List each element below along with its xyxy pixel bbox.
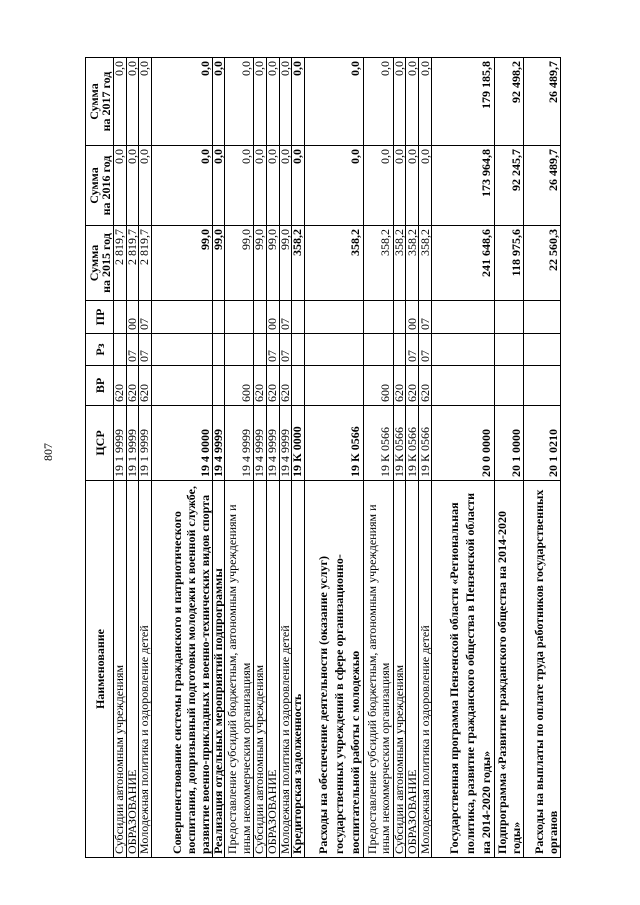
cell-name: Молодежная политика и оздоровление детей bbox=[279, 481, 292, 858]
cell-sum-2015: 358,2 bbox=[393, 226, 406, 301]
cell-sum-2015: 22 560,3 bbox=[524, 226, 561, 301]
cell-pr bbox=[495, 301, 524, 334]
header-sum-2017 bbox=[86, 58, 114, 146]
cell-pr bbox=[151, 301, 212, 334]
cell-name: Субсидии автономным учреждениям bbox=[254, 481, 267, 858]
cell-rz bbox=[524, 334, 561, 366]
cell-rz bbox=[393, 334, 406, 366]
table-row bbox=[212, 58, 225, 858]
cell-name: Государственная программа Пензенской области «Региональная политика, развитие гражданского общества в Пензенской области на 2014-2020 годы» bbox=[432, 481, 495, 858]
cell-rz: 07 bbox=[126, 334, 139, 366]
cell-pr: 07 bbox=[139, 301, 152, 334]
cell-csr: 20 0 0000 bbox=[432, 406, 495, 481]
table-row bbox=[432, 58, 495, 858]
cell-sum-2016: 0,0 bbox=[151, 146, 212, 226]
cell-vr: 620 bbox=[279, 366, 292, 406]
table-row bbox=[363, 58, 393, 858]
cell-name: Кредиторская задолженность bbox=[292, 481, 305, 858]
cell-vr: 620 bbox=[139, 366, 152, 406]
cell-sum-2017: 0,0 bbox=[225, 58, 254, 146]
cell-sum-2016: 0,0 bbox=[266, 146, 279, 226]
header-name: Наименование bbox=[86, 481, 114, 858]
cell-name: Реализация отдельных мероприятий подпрограммы bbox=[212, 481, 225, 858]
table-row bbox=[419, 58, 432, 858]
cell-name: Субсидии автономным учреждениям bbox=[114, 481, 127, 858]
cell-rz bbox=[363, 334, 393, 366]
cell-sum-2017: 0,0 bbox=[419, 58, 432, 146]
cell-sum-2016: 0,0 bbox=[304, 146, 363, 226]
header-sum-2017-line1: Сумма bbox=[86, 83, 101, 120]
header-row bbox=[86, 58, 114, 858]
cell-vr: 620 bbox=[393, 366, 406, 406]
cell-sum-2015: 99,0 bbox=[212, 226, 225, 301]
header-sum-2016 bbox=[86, 146, 114, 226]
cell-vr: 600 bbox=[363, 366, 393, 406]
cell-sum-2017: 0,0 bbox=[266, 58, 279, 146]
cell-sum-2016: 92 245,7 bbox=[495, 146, 524, 226]
cell-sum-2015: 358,2 bbox=[363, 226, 393, 301]
header-sum-2017-line2: на 2017 год bbox=[98, 71, 113, 132]
cell-vr: 620 bbox=[254, 366, 267, 406]
header-pr: ПР bbox=[86, 301, 114, 334]
cell-sum-2016: 0,0 bbox=[419, 146, 432, 226]
cell-csr: 19 К 0566 bbox=[304, 406, 363, 481]
cell-pr bbox=[225, 301, 254, 334]
header-vr: ВР bbox=[86, 366, 114, 406]
table-row bbox=[139, 58, 152, 858]
cell-pr bbox=[212, 301, 225, 334]
cell-csr: 19 К 0566 bbox=[419, 406, 432, 481]
cell-sum-2015: 2 819,7 bbox=[126, 226, 139, 301]
cell-sum-2016: 0,0 bbox=[393, 146, 406, 226]
cell-rz bbox=[495, 334, 524, 366]
cell-rz: 07 bbox=[279, 334, 292, 366]
cell-sum-2017: 92 498,2 bbox=[495, 58, 524, 146]
cell-vr: 620 bbox=[406, 366, 419, 406]
cell-sum-2015: 99,0 bbox=[225, 226, 254, 301]
table-row bbox=[225, 58, 254, 858]
cell-csr: 19 4 9999 bbox=[266, 406, 279, 481]
cell-sum-2017: 0,0 bbox=[304, 58, 363, 146]
cell-rz bbox=[225, 334, 254, 366]
cell-vr bbox=[151, 366, 212, 406]
cell-sum-2015: 99,0 bbox=[279, 226, 292, 301]
cell-sum-2017: 0,0 bbox=[279, 58, 292, 146]
cell-sum-2016: 0,0 bbox=[139, 146, 152, 226]
cell-name: Предоставление субсидий бюджетным, автономным учреждениям и иным некоммерческим организациям bbox=[225, 481, 254, 858]
cell-sum-2015: 241 648,6 bbox=[432, 226, 495, 301]
cell-sum-2017: 0,0 bbox=[212, 58, 225, 146]
cell-sum-2017: 0,0 bbox=[393, 58, 406, 146]
header-csr: ЦСР bbox=[86, 406, 114, 481]
cell-pr: 00 bbox=[406, 301, 419, 334]
cell-vr bbox=[304, 366, 363, 406]
cell-pr bbox=[524, 301, 561, 334]
cell-sum-2015: 358,2 bbox=[419, 226, 432, 301]
cell-name: Расходы на обеспечение деятельности (оказание услуг) государственных учреждений в сфере организационно-воспитательной работы с молодежью bbox=[304, 481, 363, 858]
header-sum-2015-line2: на 2015 год bbox=[98, 233, 113, 293]
cell-pr bbox=[432, 301, 495, 334]
table-body bbox=[114, 58, 561, 858]
cell-sum-2016: 0,0 bbox=[114, 146, 127, 226]
cell-pr bbox=[292, 301, 305, 334]
cell-vr bbox=[292, 366, 305, 406]
table-row bbox=[406, 58, 419, 858]
cell-vr: 620 bbox=[114, 366, 127, 406]
cell-pr: 07 bbox=[419, 301, 432, 334]
cell-csr: 19 4 0000 bbox=[151, 406, 212, 481]
cell-sum-2017: 0,0 bbox=[151, 58, 212, 146]
cell-rz bbox=[212, 334, 225, 366]
cell-sum-2017: 179 185,8 bbox=[432, 58, 495, 146]
cell-name: Расходы на выплаты по оплате труда работников государственных органов bbox=[524, 481, 561, 858]
cell-sum-2017: 0,0 bbox=[292, 58, 305, 146]
cell-vr bbox=[524, 366, 561, 406]
cell-vr: 620 bbox=[266, 366, 279, 406]
cell-sum-2017: 0,0 bbox=[363, 58, 393, 146]
cell-name: ОБРАЗОВАНИЕ bbox=[266, 481, 279, 858]
cell-rz bbox=[432, 334, 495, 366]
cell-csr: 20 1 0000 bbox=[495, 406, 524, 481]
cell-sum-2016: 173 964,8 bbox=[432, 146, 495, 226]
cell-sum-2016: 0,0 bbox=[363, 146, 393, 226]
cell-sum-2016: 0,0 bbox=[225, 146, 254, 226]
cell-csr: 19 1 9999 bbox=[139, 406, 152, 481]
table-row bbox=[151, 58, 212, 858]
cell-pr bbox=[304, 301, 363, 334]
cell-sum-2015: 118 975,6 bbox=[495, 226, 524, 301]
cell-rz bbox=[292, 334, 305, 366]
cell-rz: 07 bbox=[139, 334, 152, 366]
cell-name: Молодежная политика и оздоровление детей bbox=[419, 481, 432, 858]
cell-vr bbox=[212, 366, 225, 406]
cell-rz: 07 bbox=[406, 334, 419, 366]
cell-sum-2017: 0,0 bbox=[406, 58, 419, 146]
cell-name: Субсидии автономным учреждениям bbox=[393, 481, 406, 858]
cell-name: ОБРАЗОВАНИЕ bbox=[406, 481, 419, 858]
cell-sum-2016: 0,0 bbox=[254, 146, 267, 226]
cell-sum-2015: 2 819,7 bbox=[139, 226, 152, 301]
table-row bbox=[524, 58, 561, 858]
cell-sum-2015: 358,2 bbox=[292, 226, 305, 301]
cell-sum-2015: 99,0 bbox=[151, 226, 212, 301]
cell-vr: 620 bbox=[419, 366, 432, 406]
cell-name: Совершенствование системы гражданского и патриотического воспитания, допризывный подготовки молодежи к военной службе, развитие военно-прикладных и военно-технических видов спорта bbox=[151, 481, 212, 858]
cell-sum-2015: 99,0 bbox=[266, 226, 279, 301]
cell-pr bbox=[363, 301, 393, 334]
cell-csr: 19 1 9999 bbox=[114, 406, 127, 481]
cell-vr: 600 bbox=[225, 366, 254, 406]
cell-name: Молодежная политика и оздоровление детей bbox=[139, 481, 152, 858]
cell-sum-2016: 26 489,7 bbox=[524, 146, 561, 226]
cell-sum-2017: 0,0 bbox=[114, 58, 127, 146]
cell-rz: 07 bbox=[419, 334, 432, 366]
cell-pr: 07 bbox=[279, 301, 292, 334]
table-row bbox=[304, 58, 363, 858]
cell-sum-2016: 0,0 bbox=[292, 146, 305, 226]
cell-vr bbox=[432, 366, 495, 406]
cell-sum-2017: 0,0 bbox=[254, 58, 267, 146]
header-sum-2016-line1: Сумма bbox=[86, 167, 101, 204]
budget-table bbox=[85, 57, 561, 858]
cell-sum-2015: 358,2 bbox=[406, 226, 419, 301]
page-number: 807 bbox=[41, 443, 55, 461]
cell-name: Подпрограмма «Развитие гражданского общества на 2014-2020 годы» bbox=[495, 481, 524, 858]
cell-csr: 19 К 0566 bbox=[406, 406, 419, 481]
table-header bbox=[86, 58, 114, 858]
cell-csr: 19 К 0566 bbox=[363, 406, 393, 481]
cell-sum-2016: 0,0 bbox=[212, 146, 225, 226]
table-row bbox=[292, 58, 305, 858]
cell-csr: 19 4 9999 bbox=[279, 406, 292, 481]
cell-vr bbox=[495, 366, 524, 406]
cell-csr: 19 4 9999 bbox=[212, 406, 225, 481]
cell-csr: 20 1 0210 bbox=[524, 406, 561, 481]
cell-rz: 07 bbox=[266, 334, 279, 366]
header-sum-2016-line2: на 2016 год bbox=[98, 155, 113, 216]
cell-pr: 00 bbox=[266, 301, 279, 334]
cell-name: ОБРАЗОВАНИЕ bbox=[126, 481, 139, 858]
header-sum-2015 bbox=[86, 226, 114, 301]
cell-csr: 19 1 9999 bbox=[126, 406, 139, 481]
cell-sum-2015: 358,2 bbox=[304, 226, 363, 301]
cell-csr: 19 К 0566 bbox=[393, 406, 406, 481]
cell-sum-2017: 0,0 bbox=[139, 58, 152, 146]
cell-vr: 620 bbox=[126, 366, 139, 406]
rotated-table-container bbox=[85, 58, 561, 858]
cell-rz bbox=[151, 334, 212, 366]
cell-sum-2015: 99,0 bbox=[254, 226, 267, 301]
cell-pr bbox=[393, 301, 406, 334]
cell-pr: 00 bbox=[126, 301, 139, 334]
cell-sum-2017: 0,0 bbox=[126, 58, 139, 146]
cell-sum-2016: 0,0 bbox=[126, 146, 139, 226]
cell-csr: 19 4 9999 bbox=[254, 406, 267, 481]
table-row bbox=[495, 58, 524, 858]
table-row bbox=[393, 58, 406, 858]
cell-sum-2016: 0,0 bbox=[406, 146, 419, 226]
cell-sum-2015: 2 819,7 bbox=[114, 226, 127, 301]
cell-name: Предоставление субсидий бюджетным, автономным учреждениям и иным некоммерческим организациям bbox=[363, 481, 393, 858]
cell-csr: 19 К 0000 bbox=[292, 406, 305, 481]
cell-rz bbox=[304, 334, 363, 366]
cell-sum-2016: 0,0 bbox=[279, 146, 292, 226]
header-sum-2015-line1: Сумма bbox=[86, 244, 101, 282]
cell-csr: 19 4 9999 bbox=[225, 406, 254, 481]
cell-sum-2017: 26 489,7 bbox=[524, 58, 561, 146]
header-rz: Рз bbox=[86, 334, 114, 366]
